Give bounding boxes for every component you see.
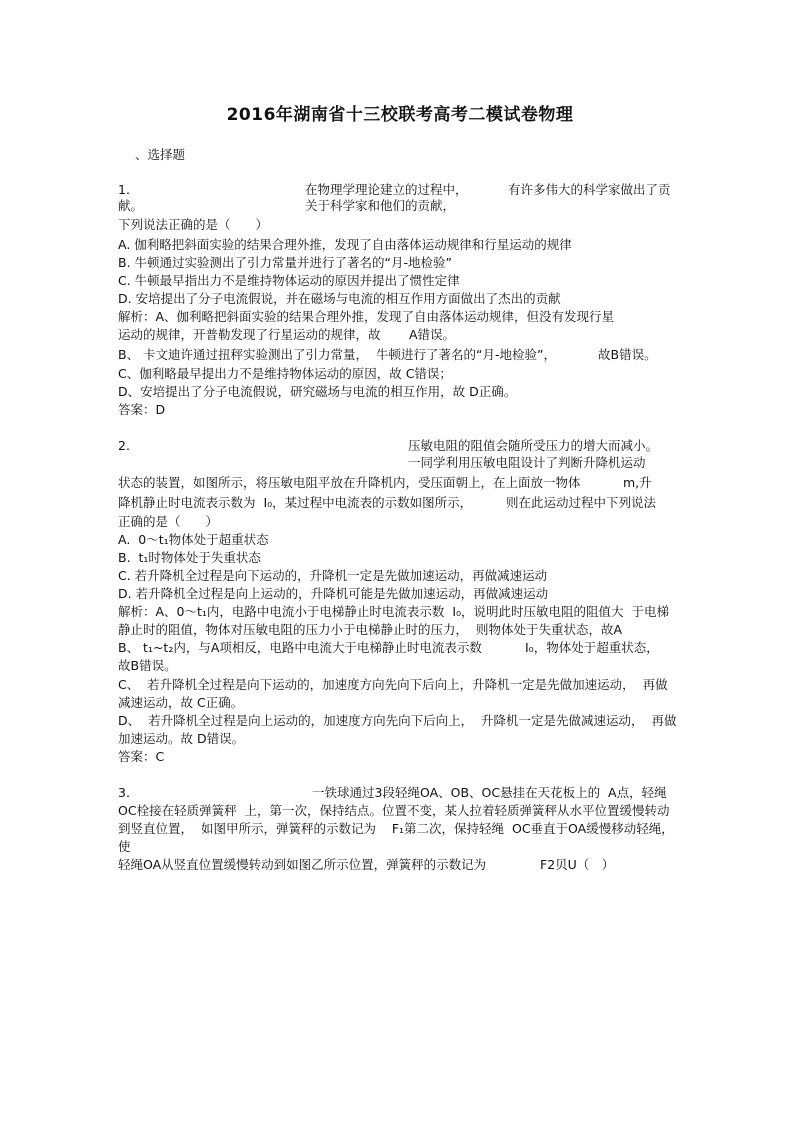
question-text: 献。 <box>118 198 144 213</box>
question-text: 一铁球通过3段轻绳OA、OB、OC悬挂在天花板上的 A点，轻绳 <box>312 785 667 800</box>
option-d: D. 安培提出了分子电流假说，并在磁场与电流的相互作用方面做出了杰出的贡献 <box>118 291 561 306</box>
question-text: 有许多伟大的科学家做出了贡 <box>508 182 671 197</box>
question-number: 1. <box>118 182 130 197</box>
question-text: 降机静止时电流表示数为 I₀，某过程中电流表的示数如图所示， <box>118 495 473 510</box>
question-stem: 下列说法正确的是（ ） <box>118 217 269 232</box>
question-stem: 正确的是（ ） <box>118 514 219 529</box>
analysis-line: A错误。 <box>409 327 456 342</box>
option-a: A. 伽利略把斜面实验的结果合理外推，发现了自由落体运动规律和行星运动的规律 <box>118 237 572 252</box>
analysis-line: 运动的规律，开普勒发现了行星运动的规律，故 <box>118 327 381 342</box>
question-text: 状态的装置，如图所示，将压敏电阻平放在升降机内，受压面朝上，在上面放一物体 <box>118 475 581 490</box>
analysis-line: I₀，物体处于超重状态， <box>525 640 659 655</box>
analysis-line: 加速运动。故 D错误。 <box>118 731 245 746</box>
question-text: 关于科学家和他们的贡献， <box>305 198 456 213</box>
page-title: 2016年湖南省十三校联考高考二模试卷物理 <box>226 105 574 125</box>
analysis-line: D、 若升降机全过程是向上运动的，加速度方向先向下后向上， 升降机一定是先做减速运动， 再做 <box>118 713 677 728</box>
analysis-line: B、 t₁~t₂内，与A项相反，电路中电流大于电梯静止时电流表示数 <box>118 640 482 655</box>
option-c: C. 若升降机全过程是向下运动的，升降机一定是先做加速运动，再做减速运动 <box>118 568 548 583</box>
option-c: C. 牛顿最早指出力不是维持物体运动的原因并提出了惯性定律 <box>118 273 460 288</box>
question-text: 一同学利用压敏电阻设计了判断升降机运动 <box>408 455 646 470</box>
question-text: 压敏电阻的阻值会随所受压力的增大而减小。 <box>408 438 659 453</box>
question-text: 使 <box>118 839 131 854</box>
question-number: 3. <box>118 785 130 800</box>
question-number: 2. <box>118 438 130 453</box>
analysis-line: C、 若升降机全过程是向下运动的，加速度方向先向下后向上，升降机一定是先做加速运动， 再做 <box>118 677 668 692</box>
question-text: m,升 <box>623 475 652 490</box>
analysis-line: D、安培提出了分子电流假说，研究磁场与电流的相互作用，故 D正确。 <box>118 384 517 399</box>
question-text: 轻绳OA从竖直位置缓慢转动到如图乙所示位置，弹簧秤的示数记为 <box>118 857 487 872</box>
section-heading: 、选择题 <box>135 147 186 162</box>
question-stem: F2贝U（ ） <box>540 857 615 872</box>
answer: 答案：D <box>118 402 166 417</box>
analysis-line: B、 卡文迪许通过扭秤实验测出了引力常量， <box>118 347 369 362</box>
analysis-line: 故B错误。 <box>598 347 657 362</box>
option-b: B. 牛顿通过实验测出了引力常量并进行了著名的“月-地检验” <box>118 255 452 270</box>
analysis-line: 减速运动，故 C正确。 <box>118 695 244 710</box>
analysis-line: 静止时的阻值，物体对压敏电阻的压力小于电梯静止时的压力， 则物体处于失重状态，故A <box>118 622 622 637</box>
question-text: 在物理学理论建立的过程中， <box>305 182 468 197</box>
analysis-line: 故B错误。 <box>118 658 177 673</box>
option-d: D. 若升降机全过程是向上运动的，升降机可能是先做加速运动，再做减速运动 <box>118 586 549 601</box>
answer: 答案：C <box>118 749 165 764</box>
analysis-line: 解析：A、伽利略把斜面实验的结果合理外推，发现了自由落体运动规律，但没有发现行星 <box>118 309 615 324</box>
analysis-line: 牛顿进行了著名的“月-地检验”， <box>376 347 556 362</box>
option-b: B. t₁时物体处于失重状态 <box>118 550 261 565</box>
question-text: 则在此运动过程中下列说法 <box>506 495 657 510</box>
question-text: OC栓接在轻质弹簧秤 上，第一次，保持结点。位置不变，某人拉着轻质弹簧秤从水平位置缓慢转动 <box>118 803 670 818</box>
option-a: A. 0〜t₁物体处于超重状态 <box>118 532 269 547</box>
analysis-line: C、伽利略最早提出力不是维持物体运动的原因，故 C错误； <box>118 366 452 381</box>
analysis-line: 解析：A、0〜t₁内，电路中电流小于电梯静止时电流表示数 I₀，说明此时压敏电阻的阻值大 于电梯 <box>118 604 670 619</box>
question-text: 到竖直位置， 如图甲所示，弹簧秤的示数记为 F₁第二次，保持轻绳 OC垂直于OA缓慢移动轻绳， <box>118 821 674 836</box>
